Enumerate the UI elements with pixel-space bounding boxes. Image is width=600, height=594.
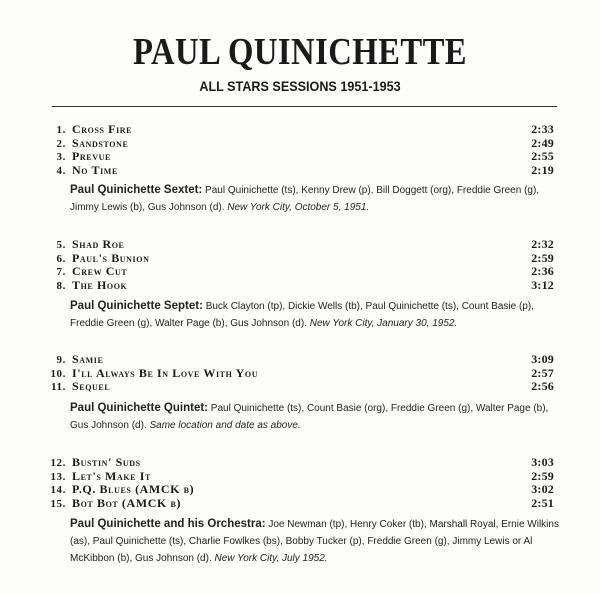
personnel-list: Paul Quinichette (ts), Count Basie (org), Freddie Green (g), Walter Page (b), Gus Johnson (d). — [70, 403, 549, 431]
track-title: Paul's Bunion — [72, 250, 150, 265]
tracklist-session-3 — [46, 352, 554, 393]
track-title: Crew Cut — [72, 264, 128, 278]
track-row — [46, 122, 554, 136]
band-name: Paul Quinichette and his Orchestra: — [70, 518, 266, 530]
track-number: 6. — [56, 252, 66, 265]
track-title: P.Q. Blues (AMCK b) — [72, 482, 195, 496]
track-number: 2. — [56, 137, 66, 150]
track-number: 13. — [50, 470, 66, 483]
track-number: 15. — [50, 497, 66, 510]
tracklist-session-4 — [46, 455, 554, 509]
track-title: The Hook — [72, 277, 128, 292]
track-row — [46, 149, 554, 163]
track-title: Bot Bot (AMCK b) — [72, 495, 182, 510]
track-row — [46, 379, 554, 393]
track-row — [46, 352, 554, 366]
track-row — [46, 264, 554, 278]
track-row — [46, 469, 554, 483]
track-title: Bustin' Suds — [72, 455, 141, 469]
track-duration: 2:56 — [531, 379, 554, 393]
track-row — [46, 136, 554, 150]
band-name: Paul Quinichette Sextet: — [70, 184, 203, 196]
track-row — [46, 251, 554, 265]
band-name: Paul Quinichette Quintet: — [70, 402, 209, 414]
tracklist-session-2 — [46, 237, 554, 291]
header-divider — [52, 106, 557, 107]
tracklist-session-1 — [46, 122, 554, 176]
session-credit-2 — [70, 298, 560, 332]
track-duration: 2:57 — [531, 365, 554, 380]
personnel-list: Paul Quinichette (ts), Kenny Drew (p), Bill Doggett (org), Freddie Green (g), Jimmy Lewis (b), Gus Johnson (d). — [70, 185, 540, 213]
track-duration: 3:03 — [531, 455, 554, 469]
session-credit-1 — [70, 182, 560, 216]
track-duration: 2:59 — [531, 250, 554, 265]
track-title: Sandstone — [72, 135, 129, 150]
track-number: 12. — [50, 457, 66, 469]
recording-place-date: New York City, July 1952. — [214, 553, 328, 564]
track-number: 7. — [56, 266, 66, 278]
track-duration: 2:19 — [531, 162, 554, 177]
track-duration: 2:49 — [531, 135, 554, 150]
track-duration: 2:59 — [531, 468, 554, 483]
session-credit-4 — [70, 516, 560, 567]
track-duration: 3:09 — [531, 352, 554, 366]
track-number: 5. — [56, 239, 66, 251]
track-duration: 3:12 — [531, 277, 554, 292]
album-subtitle: ALL STARS SESSIONS 1951-1953 — [199, 78, 401, 94]
track-row — [46, 482, 554, 496]
track-duration: 2:36 — [531, 264, 554, 278]
track-title: I'll Always Be In Love With You — [72, 365, 259, 380]
track-duration: 2:33 — [531, 122, 554, 136]
track-title: Prevue — [72, 149, 111, 163]
personnel-list: Joe Newman (tp), Henry Coker (tb), Marshall Royal, Ernie Wilkins (as), Paul Quinichette (ts), Charlie Fowlkes (bs), Bobby Tucker (p), Freddie Green (g), Jimmy Lewis or Al McKibbon (b), Gus Johnson (d). — [70, 519, 559, 564]
track-duration: 2:32 — [531, 237, 554, 251]
track-row — [46, 237, 554, 251]
track-number: 3. — [56, 151, 66, 163]
track-title: Cross Fire — [72, 122, 133, 136]
track-title: No Time — [72, 162, 118, 177]
recording-place-date: New York City, October 5, 1951. — [227, 202, 370, 213]
track-duration: 2:51 — [531, 495, 554, 510]
track-row — [46, 455, 554, 469]
track-title: Samie — [72, 352, 104, 366]
track-row — [46, 278, 554, 292]
track-duration: 3:02 — [531, 482, 554, 496]
recording-place-date: Same location and date as above. — [149, 420, 301, 431]
track-number: 14. — [50, 484, 66, 496]
track-title: Sequel — [72, 379, 111, 393]
track-duration: 2:55 — [531, 149, 554, 163]
track-title: Let's Make It — [72, 468, 151, 483]
track-number: 10. — [50, 367, 66, 380]
track-number: 9. — [56, 354, 66, 366]
track-row — [46, 163, 554, 177]
track-row — [46, 366, 554, 380]
track-number: 8. — [56, 279, 66, 292]
album-artist-title: PAUL QUINICHETTE — [132, 31, 468, 73]
session-credit-3 — [70, 400, 560, 434]
recording-place-date: New York City, January 30, 1952. — [309, 318, 458, 329]
personnel-list: Buck Clayton (tp), Dickie Wells (tb), Paul Quinichette (ts), Count Basie (p), Freddie Green (g), Walter Page (b), Gus Johnson (d). — [70, 301, 534, 329]
track-title: Shad Roe — [72, 237, 125, 251]
band-name: Paul Quinichette Septet: — [70, 300, 203, 312]
track-number: 4. — [56, 164, 66, 177]
track-number: 1. — [56, 124, 66, 136]
track-number: 11. — [51, 381, 66, 393]
track-row — [46, 496, 554, 510]
